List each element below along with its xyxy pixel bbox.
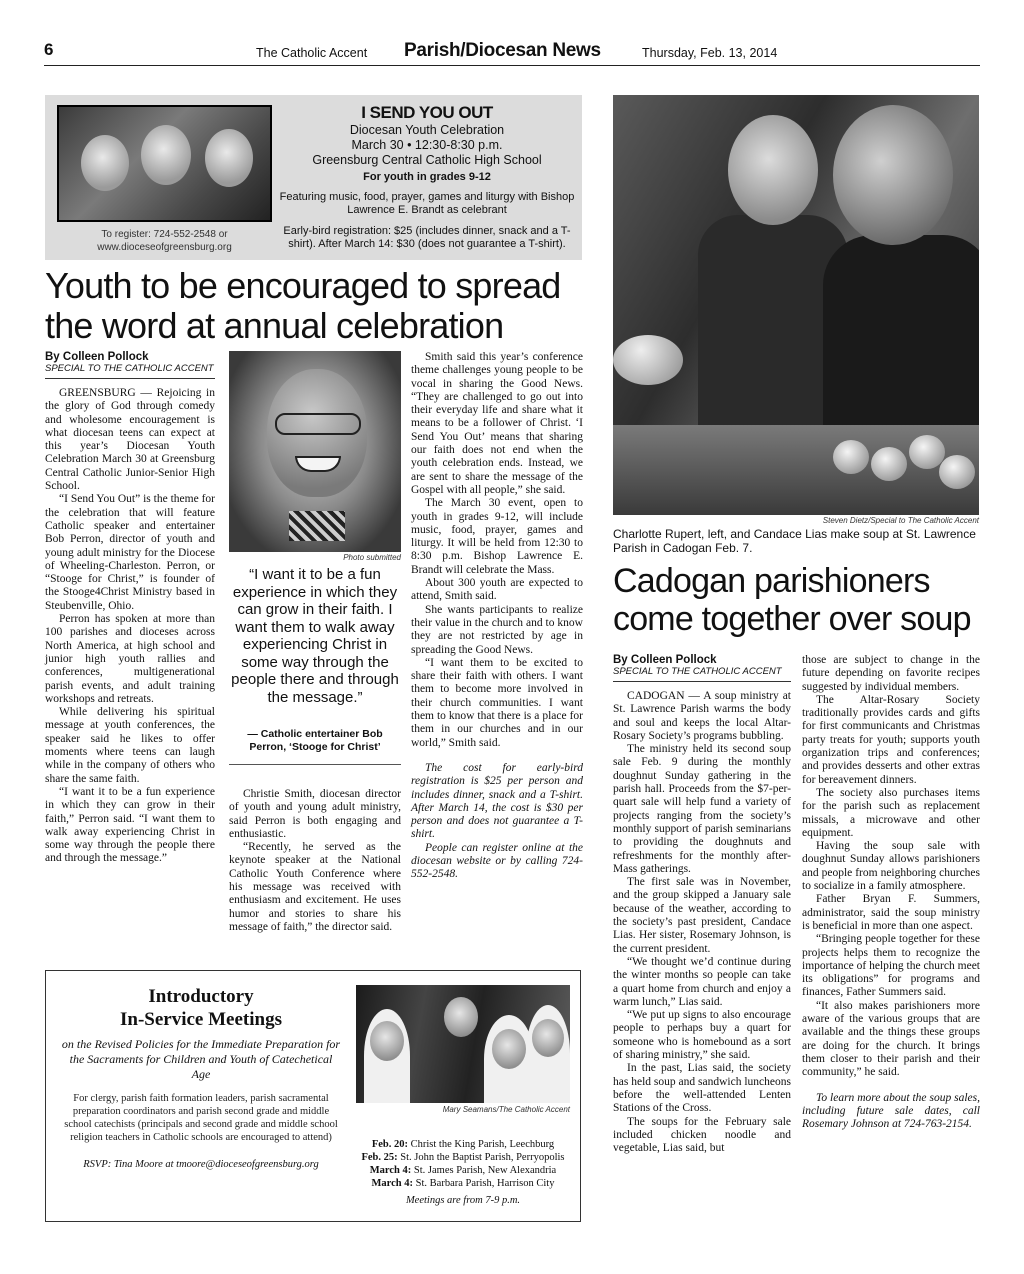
paragraph: “Bringing people together for these projects helps them to recognize the importance of helping the church meet its obligations” for programs and finances, Father Summers said.: [802, 933, 980, 999]
paragraph-italic: To learn more about the soup sales, including future sale dates, call Rosemary Johnson at 724-763-2154.: [802, 1091, 980, 1131]
inservice-audience: For clergy, parish faith formation leaders, parish sacramental preparation coordinators and parish second grade and middle school catechists (principals and second grade and middle school religion teachers in Catholic schools are encouraged to attend): [64, 1093, 338, 1143]
paragraph: Smith said this year’s conference theme challenges young people to be vocal in sharing the Good News. “They are challenged to go out into their everyday life and share what it means to be a follower of Christ. ‘I Send You Out’ means that sharing our faith does not end when the youth celebration ends. Instead, we are sent to share the message of the Gospel with all people,” she said.: [411, 351, 583, 496]
paragraph: The society also purchases items for the parish such as replacement missals, a microwave and other equipment.: [802, 786, 980, 839]
paragraph: Father Bryan F. Summers, administrator, said the soup ministry is beneficial in more than one aspect.: [802, 893, 980, 932]
paragraph: “We put up signs to also encourage people to perhaps buy a quart for someone who is homebound as a sort of sharing ministry,” she said.: [613, 1009, 791, 1062]
story2-photo-credit: Steven Dietz/Special to The Catholic Accent: [822, 516, 979, 525]
youth-celebration-ad: [45, 95, 582, 260]
paragraph: GREENSBURG — Rejoicing in the glory of God through comedy and wholesome encouragement is what diocesan teens can expect at this year’s Diocesan Youth Celebration March 30 at Greensburg Central Catholic Junior-Senior High School.: [45, 387, 215, 493]
schedule-item: March 4: St. James Parish, New Alexandria: [369, 1165, 557, 1176]
inservice-title-line1: Introductory: [148, 986, 254, 1007]
ad-register-info: To register: 724-552-2548 or www.dioceseofgreensburg.org: [97, 229, 232, 253]
page-number: 6: [44, 40, 54, 59]
story2-headline: Cadogan parishioners come together over soup: [613, 562, 971, 638]
inservice-meetings-ad: [45, 970, 581, 1222]
paragraph: CADOGAN — A soup ministry at St. Lawrence Parish warms the body and soul and keeps the local Altar-Rosary Society’s programs bubbling.: [613, 690, 791, 742]
paragraph: In the past, Lias said, the society has held soup and sandwich luncheons before the well-attended Lenten Stations of the Cross.: [613, 1062, 791, 1115]
paragraph: Perron has spoken at more than 100 parishes and dioceses across North America, at high school and junior high youth rallies and conferences, multigenerational parish events, and adult training workshops and retreats.: [45, 613, 215, 705]
inservice-subtitle: on the Revised Policies for the Immediate Preparation for the Sacraments for Children and Youth of Catechetical Age: [61, 1037, 341, 1081]
story2-column-2: [802, 654, 980, 1131]
paragraph: She wants participants to realize their value in the church and to know they are not restricted by age in spreading the Good News.: [411, 603, 583, 656]
paragraph: “I want it to be a fun experience in which they can grow in their faith,” Perron said. “I want them to walk away experiencing Christ in some way through the people there and through the message.”: [45, 785, 215, 865]
story1-headline: Youth to be encouraged to spread the word at annual celebration: [45, 265, 561, 346]
issue-date: Thursday, Feb. 13, 2014: [642, 46, 778, 60]
paragraph: “Recently, he served as the keynote speaker at the National Catholic Youth Conference where his message was received with enthusiasm and excitement. He uses humor and stories to share his message of faith,” the director said.: [229, 841, 401, 933]
paragraph: The ministry held its second soup sale Feb. 9 during the monthly doughnut Sunday gathering in the parish hall. Proceeds from the $7-per-quart sale will help fund a variety of projects ranging from the society’s monthly support of parish seminarians to providing the doughnuts and refreshments for the monthly after-Mass gatherings.: [613, 743, 791, 875]
paragraph: The March 30 event, open to youth in grades 9-12, will include music, food, prayer, games and liturgy. It will be held from 12:30 to 8:30 p.m. Bishop Lawrence E. Brandt will celebrate the Mass.: [411, 497, 583, 576]
youth-group-photo: [57, 105, 272, 222]
story2-byline: By Colleen Pollock: [613, 654, 717, 666]
paragraph: The first sale was in November, and the group skipped a January sale because of the weather, according to the society’s past president, Candace Lias. Her sister, Rosemary Johnson, is the current president.: [613, 876, 791, 955]
ad-event-name: Diocesan Youth Celebration: [349, 123, 505, 137]
inservice-photo-credit: Mary Seamans/The Catholic Accent: [442, 1105, 570, 1114]
story1-column-3: [411, 351, 583, 882]
paragraph: Having the soup sale with doughnut Sunday allows parishioners and people from neighboring churches to socialize in a family atmosphere.: [802, 840, 980, 893]
ad-title: I SEND YOU OUT: [361, 103, 493, 122]
inservice-rsvp: RSVP: Tina Moore at tmoore@dioceseofgreensburg.org: [83, 1159, 319, 1170]
paragraph: The soups for the February sale included chicken noodle and vegetable, Lias said, but: [613, 1115, 791, 1155]
schedule-item: March 4: St. Barbara Parish, Harrison City: [371, 1178, 555, 1189]
page-header: [44, 38, 980, 66]
story1-byline: By Colleen Pollock: [45, 351, 149, 363]
paragraph: “I Send You Out” is the theme for the celebration that will feature Catholic speaker and entertainer Bob Perron, director of youth and young adult ministry for the Diocese of Wheeling-Charleston. Perron, or “Stooge for Christ,” is founder of the Stooge4Christ Ministry based in Steubenville, Ohio.: [45, 493, 215, 612]
bob-perron-photo: [229, 351, 401, 552]
soup-making-photo: [613, 95, 979, 515]
inservice-title-line2: In-Service Meetings: [120, 1009, 282, 1030]
paragraph: Christie Smith, diocesan director of youth and young adult ministry, said Perron is both engaging and enthusiastic.: [229, 788, 401, 840]
schedule-item: Feb. 20: Christ the King Parish, Leechburg: [371, 1139, 555, 1150]
first-communion-photo: [356, 985, 570, 1103]
ad-event-location: Greensburg Central Catholic High School: [312, 153, 542, 167]
story1-photo-credit: Photo submitted: [343, 553, 401, 562]
paragraph-italic: People can register online at the diocesan website or by calling 724-552-2548.: [411, 841, 583, 881]
pull-quote: “I want it to be a fun experience in which they can grow in their faith. I want them to walk away experiencing Christ in some way through the people there and through the message.”: [231, 566, 399, 706]
paragraph-italic: The cost for early-bird registration is $25 per person and includes dinner, snack and a T-shirt. After March 14, the cost is $30 per person and does not guarantee a T-shirt.: [411, 761, 583, 841]
ad-features: Featuring music, food, prayer, games and liturgy with Bishop Lawrence E. Brandt as celebrant: [279, 191, 575, 216]
story2-photo-caption: Charlotte Rupert, left, and Candace Lias make soup at St. Lawrence Parish in Cadogan Feb. 7.: [613, 527, 976, 555]
paragraph: “We thought we’d continue during the winter months so people can take a quart home from church and enjoy a warm lunch,” Lias said.: [613, 955, 791, 1008]
story1-column-1: [45, 351, 215, 866]
inservice-text-block: [60, 985, 342, 1171]
publication-name: The Catholic Accent: [256, 46, 368, 60]
paragraph: While delivering his spiritual message at youth conferences, the speaker said he likes to offer moments where teens can laugh while in the company of others who share the same faith.: [45, 706, 215, 785]
ad-pricing: Early-bird registration: $25 (includes dinner, snack and a T-shirt). After March 14: $30 (does not guarantee a T-shirt).: [283, 225, 571, 250]
paragraph: “I want them to be excited to share their faith with others. I want them to become more involved in their church communities. I want them to know that there is a place for them in our churches and in our world,” Smith said.: [411, 656, 583, 749]
paragraph: “It also makes parishioners more aware of the various groups that are available and the things these groups are doing for the church. It brings them closer to their parish and their community,” he said.: [802, 999, 980, 1079]
story1-byline-affiliation: SPECIAL TO THE CATHOLIC ACCENT: [45, 363, 215, 379]
meeting-time-note: Meetings are from 7-9 p.m.: [405, 1195, 521, 1206]
paragraph: those are subject to change in the future depending on favorite recipes suggested by individual members.: [802, 654, 980, 693]
story2-column-1: [613, 654, 791, 1155]
pull-quote-attribution: — Catholic entertainer Bob Perron, ‘Stooge for Christ’: [229, 728, 401, 765]
paragraph: About 300 youth are expected to attend, Smith said.: [411, 577, 583, 603]
schedule-item: Feb. 25: St. John the Baptist Parish, Perryopolis: [361, 1152, 565, 1163]
section-title: Parish/Diocesan News: [404, 40, 601, 61]
inservice-schedule: [346, 1138, 580, 1207]
ad-text-block: [277, 103, 577, 251]
story1-column-2: [229, 788, 401, 934]
paragraph: The Altar-Rosary Society traditionally provides cards and gifts for first communicants and Christmas party treats for youth; supports youth organization trips and conferences; and provides desserts and other extras for bereavement dinners.: [802, 693, 980, 786]
story2-byline-affiliation: SPECIAL TO THE CATHOLIC ACCENT: [613, 666, 791, 682]
ad-event-date: March 30 • 12:30-8:30 p.m.: [351, 138, 503, 152]
ad-grades: For youth in grades 9-12: [363, 171, 491, 183]
